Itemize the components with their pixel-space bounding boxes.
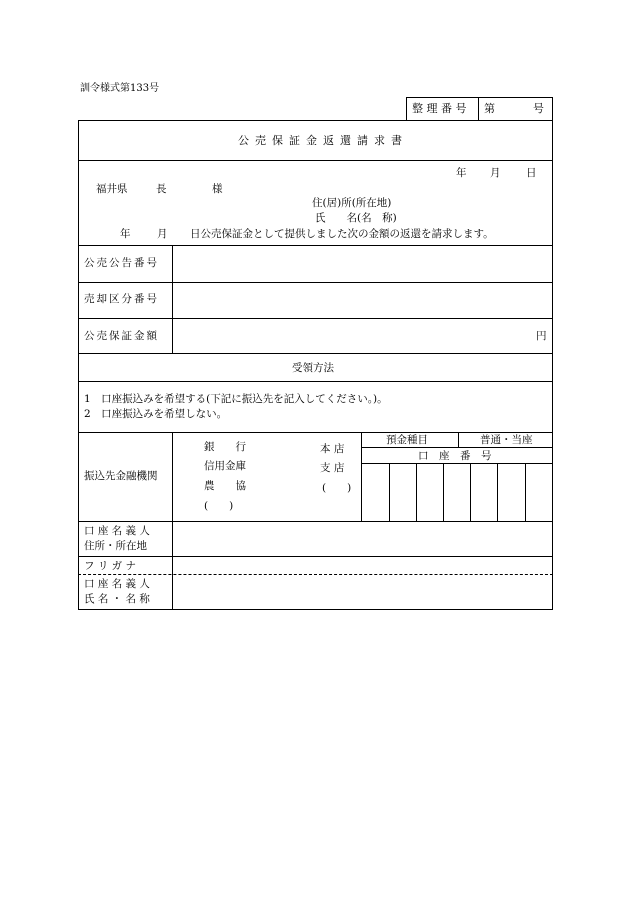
holder-address-field[interactable] <box>173 522 552 555</box>
auction-number-field[interactable] <box>173 246 552 281</box>
bank-label: 振込先金融機関 <box>84 470 158 482</box>
request-statement: 日公売保証金として提供しました次の金額の返還を請求します。 <box>190 228 494 240</box>
account-number-label: 口 座 番 号 <box>418 450 492 462</box>
yen-unit: 円 <box>536 330 547 342</box>
bank-type-other[interactable]: ( ) <box>204 500 234 512</box>
deposit-type-label: 預金種目 <box>386 434 428 446</box>
holder-address-label-line2: 住所・所在地 <box>84 540 147 552</box>
receipt-method-title: 受領方法 <box>292 362 334 374</box>
bank-type-bank[interactable]: 銀 行 <box>204 441 246 453</box>
bank-type-agri-coop[interactable]: 農 協 <box>204 480 246 492</box>
request-year: 年 <box>120 228 131 240</box>
addressee-chief: 長 <box>156 183 167 195</box>
reference-number-label: 整 理 番 号 <box>412 102 467 115</box>
applicant-name-label: 氏 名(名 称) <box>315 212 397 224</box>
reference-number-prefix: 第 <box>484 102 495 115</box>
date-year: 年 <box>456 167 467 179</box>
holder-name-label-line1: 口 座 名 義 人 <box>84 578 150 590</box>
branch-other[interactable]: ( ) <box>322 482 352 494</box>
applicant-address-label: 住(居)所(所在地) <box>312 197 392 209</box>
deposit-amount-field[interactable] <box>173 319 533 353</box>
deposit-type-value[interactable]: 普通・当座 <box>480 434 533 446</box>
furigana-label: フ リ ガ ナ <box>84 560 137 572</box>
form-number: 訓令様式第133号 <box>80 83 160 94</box>
receipt-option-2[interactable]: 2 口座振込みを希望しない。 <box>84 408 228 420</box>
addressee-prefecture: 福井県 <box>96 183 128 195</box>
date-month: 月 <box>490 167 501 179</box>
reference-number-suffix: 号 <box>533 102 544 115</box>
addressee-honorific: 様 <box>212 183 223 195</box>
branch-branch-office[interactable]: 支 店 <box>320 462 345 474</box>
account-number-field[interactable] <box>362 464 552 520</box>
holder-name-label-line2: 氏 名 ・ 名 称 <box>84 593 150 605</box>
holder-name-field[interactable] <box>173 575 552 609</box>
bank-type-credit-union[interactable]: 信用金庫 <box>204 460 246 472</box>
branch-head-office[interactable]: 本 店 <box>320 443 345 455</box>
auction-number-label: 公売公告番号 <box>84 257 159 269</box>
receipt-option-1[interactable]: 1 口座振込みを希望する(下記に振込先を記入してください。)。 <box>84 393 388 405</box>
request-month: 月 <box>157 228 168 240</box>
date-day: 日 <box>526 167 537 179</box>
holder-address-label-line1: 口 座 名 義 人 <box>84 525 150 537</box>
form-title: 公売保証金返還請求書 <box>238 134 408 147</box>
deposit-amount-label: 公売保証金額 <box>84 330 159 342</box>
furigana-field[interactable] <box>173 557 552 573</box>
section-number-field[interactable] <box>173 283 552 317</box>
section-number-label: 売却区分番号 <box>84 293 159 305</box>
